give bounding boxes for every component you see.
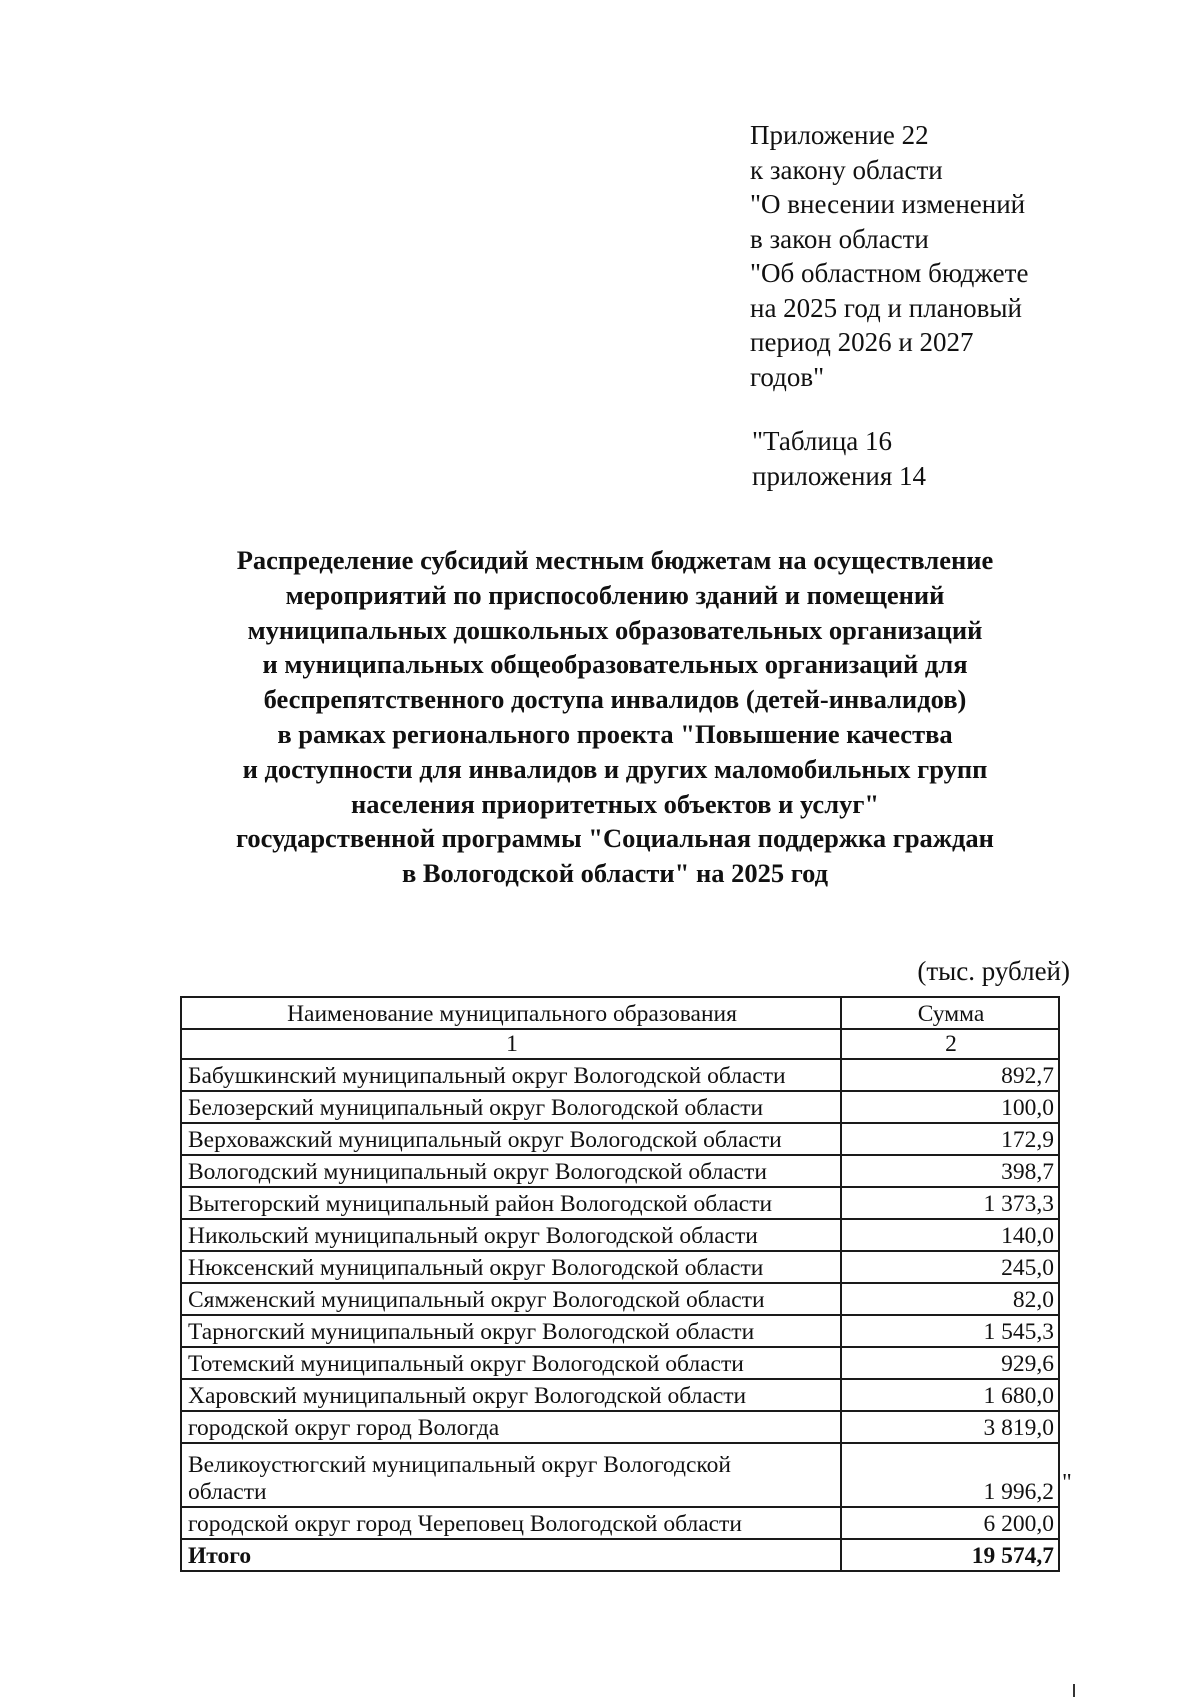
title-line: муниципальных дошкольных образовательных организаций [247, 614, 983, 645]
municipality-name: Вытегорский муниципальный район Вологодской области [181, 1187, 841, 1219]
municipality-name: Верховажский муниципальный округ Вологодской области [181, 1123, 841, 1155]
column-header-name: Наименование муниципального образования [181, 997, 841, 1029]
municipality-name: городской округ город Череповец Вологодской области [181, 1507, 841, 1539]
municipality-name: Тотемский муниципальный округ Вологодской области [181, 1347, 841, 1379]
column-header-amount: Сумма [841, 997, 1059, 1029]
table-reference-line: "Таблица 16 [752, 426, 892, 456]
title-line: и муниципальных общеобразовательных организаций для [262, 649, 968, 680]
title-line: населения приоритетных объектов и услуг" [350, 788, 880, 819]
scan-margin-mark [1073, 1684, 1075, 1697]
units-label: (тыс. рублей) [917, 956, 1070, 986]
title-line: Распределение субсидий местным бюджетам на осуществление [236, 545, 994, 575]
column-number: 1 [181, 1029, 841, 1059]
table-row [181, 1123, 1059, 1155]
title-line: в рамках регионального проекта "Повышение качества [277, 718, 953, 749]
table-header-row [181, 997, 1059, 1029]
title-line: беспрепятственного доступа инвалидов (детей-инвалидов) [263, 684, 967, 715]
subsidy-amount: 892,7 [841, 1059, 1059, 1091]
municipality-name: Бабушкинский муниципальный округ Вологодской области [181, 1059, 841, 1091]
municipality-name: городской округ город Вологда [181, 1411, 841, 1443]
municipality-name: Сямженский муниципальный округ Вологодской области [181, 1283, 841, 1315]
subsidy-amount: 100,0 [841, 1091, 1059, 1123]
table-row [181, 1347, 1059, 1379]
appendix-line: период 2026 и 2027 [750, 327, 974, 357]
table-reference-line: приложения 14 [752, 461, 927, 491]
municipality-name: Никольский муниципальный округ Вологодской области [181, 1219, 841, 1251]
table-row [181, 1155, 1059, 1187]
table-row [181, 1091, 1059, 1123]
table-row [181, 1251, 1059, 1283]
subsidy-amount: 245,0 [841, 1251, 1059, 1283]
column-number-row [181, 1029, 1059, 1059]
subsidy-table [180, 996, 1060, 1572]
appendix-header [750, 118, 1080, 394]
appendix-line: Приложение 22 [750, 120, 929, 150]
subsidy-amount: 82,0 [841, 1283, 1059, 1315]
subsidy-amount: 140,0 [841, 1219, 1059, 1251]
appendix-line: в закон области [750, 223, 929, 254]
title-line: мероприятий по приспособлению зданий и помещений [285, 579, 945, 610]
title-line: государственной программы "Социальная поддержка граждан [236, 823, 994, 854]
municipality-name: Нюксенский муниципальный округ Вологодской области [181, 1251, 841, 1283]
subsidy-amount: 1 996,2 [841, 1443, 1059, 1507]
municipality-name: Харовский муниципальный округ Вологодской области [181, 1379, 841, 1411]
title-line: в Вологодской области" на 2025 год [401, 858, 829, 889]
appendix-line: к закону области [750, 154, 943, 185]
column-number: 2 [841, 1029, 1059, 1059]
appendix-line: "Об областном бюджете [750, 258, 1029, 288]
municipality-name: Белозерский муниципальный округ Вологодской области [181, 1091, 841, 1123]
subsidy-amount: 1 373,3 [841, 1187, 1059, 1219]
subsidy-amount: 929,6 [841, 1347, 1059, 1379]
subsidy-amount: 398,7 [841, 1155, 1059, 1187]
table-row [181, 1187, 1059, 1219]
subsidy-amount: 6 200,0 [841, 1507, 1059, 1539]
appendix-line: "О внесении изменений [750, 189, 1026, 219]
table-row [181, 1411, 1059, 1443]
subsidy-amount: 3 819,0 [841, 1411, 1059, 1443]
table-row [181, 1507, 1059, 1539]
subsidy-amount: 1 680,0 [841, 1379, 1059, 1411]
appendix-line: годов" [750, 361, 825, 392]
title-line: и доступности для инвалидов и других маломобильных групп [242, 753, 988, 784]
total-amount: 19 574,7 [841, 1539, 1059, 1571]
table-reference [752, 424, 926, 494]
table-row [181, 1443, 1059, 1507]
appendix-line: на 2025 год и плановый [750, 292, 1022, 323]
municipality-name: Вологодский муниципальный округ Вологодской области [181, 1155, 841, 1187]
subsidy-amount: 1 545,3 [841, 1315, 1059, 1347]
table-row [181, 1283, 1059, 1315]
document-title [150, 543, 1080, 891]
table-row [181, 1379, 1059, 1411]
subsidy-amount: 172,9 [841, 1123, 1059, 1155]
closing-quote-mark: " [1062, 1470, 1072, 1496]
table-row [181, 1059, 1059, 1091]
municipality-name: Великоустюгский муниципальный округ Вологодской области [181, 1443, 841, 1507]
table-row [181, 1315, 1059, 1347]
total-row [181, 1539, 1059, 1571]
table-row [181, 1219, 1059, 1251]
municipality-name: Тарногский муниципальный округ Вологодской области [181, 1315, 841, 1347]
total-label: Итого [181, 1539, 841, 1571]
